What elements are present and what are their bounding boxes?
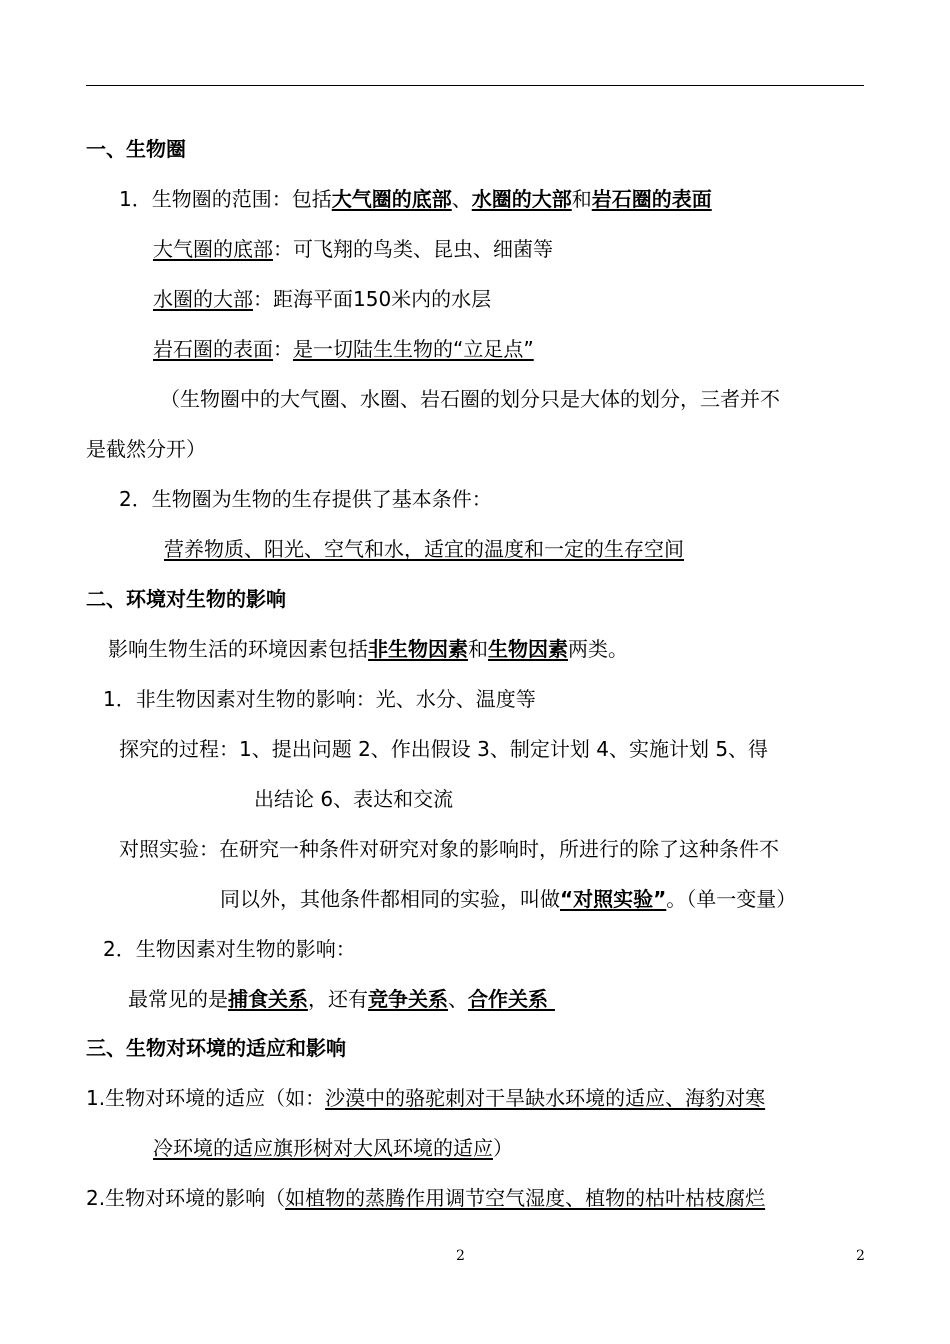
term-competition: 竞争关系: [368, 987, 448, 1011]
s3-point-1-line-2: [153, 1136, 513, 1160]
sep: 、: [448, 987, 468, 1011]
s1-point-1-prefix: 1．生物圈的范围：包括: [119, 187, 332, 211]
term-atmosphere-bottom: 大气圈的底部: [331, 187, 452, 211]
s1-point-1: [119, 187, 712, 211]
s1-point-2: 2．生物圈为生物的生存提供了基本条件：: [119, 487, 492, 511]
s2-intro: [108, 637, 628, 661]
term-hydrosphere-most: 水圈的大部: [471, 187, 572, 211]
control-prefix: 同以外，其他条件都相同的实验，叫做: [220, 887, 560, 911]
s1-note-line-1: （生物圈中的大气圈、水圈、岩石圈的划分只是大体的划分，三者并不: [160, 387, 780, 411]
s3-point-1-examples-b: 冷环境的适应旗形树对大风环境的适应: [153, 1136, 493, 1160]
s1-point-2-detail: 营养物质、阳光、空气和水，适宜的温度和一定的生存空间: [164, 537, 684, 561]
s1-atmosphere-line: [153, 237, 553, 261]
sep: 、: [451, 187, 472, 211]
sep: ：: [273, 337, 293, 361]
section-3-title: 三、生物对环境的适应和影响: [86, 1036, 346, 1060]
page-number-center: 2: [456, 1248, 465, 1264]
section-1-title: 一、生物圈: [86, 137, 186, 161]
lithosphere-desc: 是一切陆生生物的“立足点”: [293, 337, 534, 361]
s1-note-line-2: 是截然分开）: [86, 437, 206, 461]
control-suffix: 。（单一变量）: [666, 887, 797, 911]
atmosphere-desc: ：可飞翔的鸟类、昆虫、细菌等: [273, 237, 553, 261]
relations-mid: ，还有: [308, 987, 368, 1011]
s2-intro-prefix: 影响生物生活的环境因素包括: [108, 637, 368, 661]
sep: 和: [468, 637, 488, 661]
s3-point-1-examples-a: 沙漠中的骆驼刺对干旱缺水环境的适应、海豹对寒: [325, 1086, 766, 1110]
header-rule: [86, 85, 864, 86]
lithosphere-term: 岩石圈的表面: [153, 337, 273, 361]
s1-lithosphere-line: [153, 337, 534, 361]
hydrosphere-term: 水圈的大部: [153, 287, 253, 311]
s2-relations: [128, 987, 555, 1011]
s3-point-2-line-1: [86, 1186, 765, 1210]
hydrosphere-desc: ：距海平面150米内的水层: [253, 287, 492, 311]
s3-point-2-prefix: 2.生物对环境的影响（: [86, 1186, 286, 1210]
s2-control-line-2: [220, 887, 796, 911]
s3-point-1-prefix: 1.生物对环境的适应（如：: [86, 1086, 326, 1110]
s2-inquiry-line-2: 出结论 6、表达和交流: [254, 787, 454, 811]
s3-point-1-line-1: [86, 1086, 765, 1110]
page-number-right: 2: [856, 1248, 865, 1264]
s2-inquiry-line-1: 探究的过程：1、提出问题 2、作出假设 3、制定计划 4、实施计划 5、得: [119, 737, 769, 761]
atmosphere-term: 大气圈的底部: [153, 237, 273, 261]
section-2-title: 二、环境对生物的影响: [86, 587, 286, 611]
term-predation: 捕食关系: [228, 987, 308, 1011]
s3-point-2-examples: 如植物的蒸腾作用调节空气湿度、植物的枯叶枯枝腐烂: [285, 1186, 766, 1210]
s1-hydrosphere-line: [153, 287, 491, 311]
relations-prefix: 最常见的是: [128, 987, 228, 1011]
term-cooperation: 合作关系: [468, 987, 555, 1011]
term-lithosphere-surface: 岩石圈的表面: [591, 187, 712, 211]
term-biotic-factors: 生物因素: [488, 637, 568, 661]
s2-point-2: 2．生物因素对生物的影响：: [103, 937, 356, 961]
s3-point-1-suffix: ）: [493, 1136, 513, 1160]
s2-intro-suffix: 两类。: [568, 637, 628, 661]
sep: 和: [571, 187, 592, 211]
s2-control-line-1: 对照实验：在研究一种条件对研究对象的影响时，所进行的除了这种条件不: [119, 837, 779, 861]
s2-point-1: 1．非生物因素对生物的影响：光、水分、温度等: [103, 687, 536, 711]
term-control-experiment: “对照实验”: [560, 887, 667, 911]
term-abiotic-factors: 非生物因素: [368, 637, 468, 661]
